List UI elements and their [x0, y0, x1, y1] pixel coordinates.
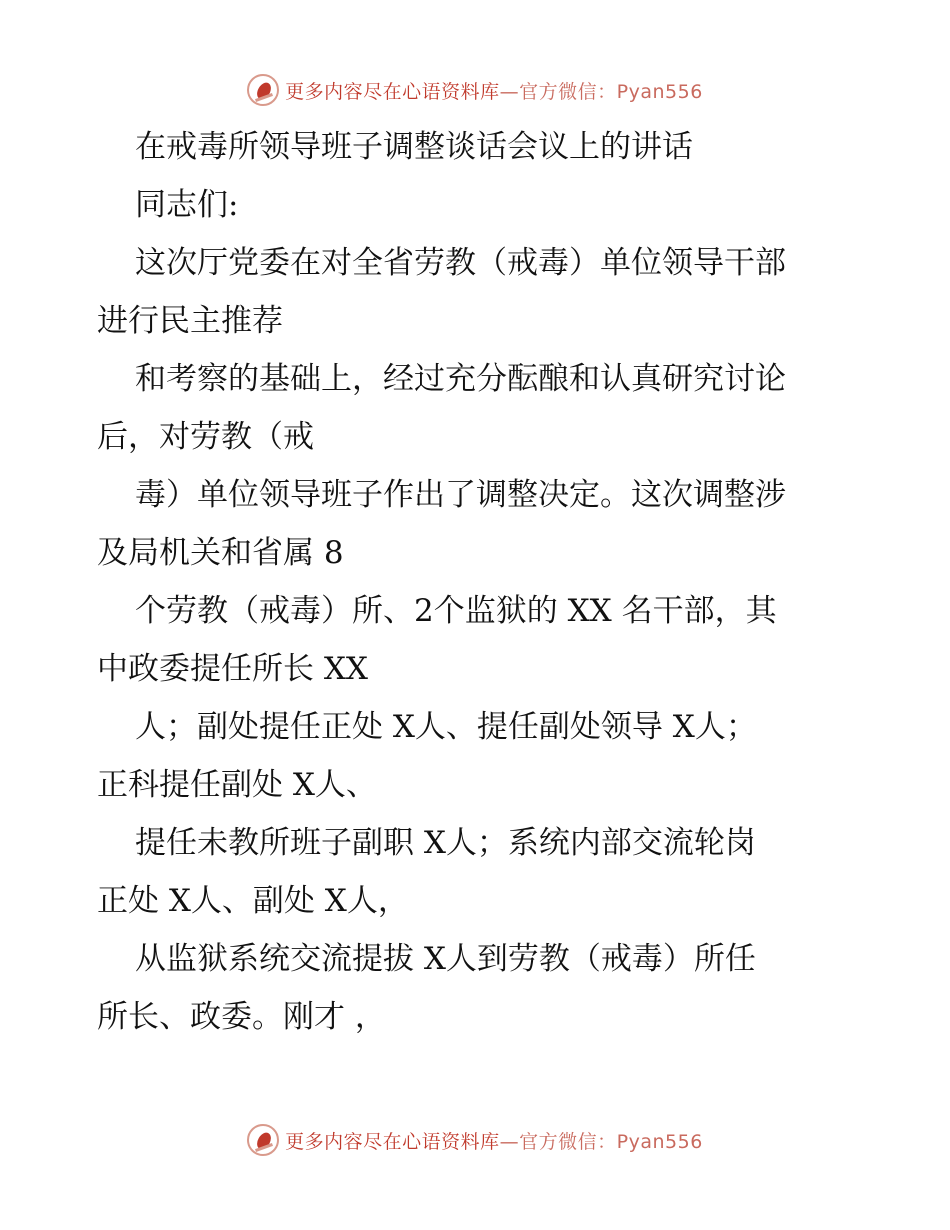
document-title: 在戒毒所领导班子调整谈话会议上的讲话: [135, 129, 693, 165]
footer-banner-tail: —官方微信：Pyan556: [499, 1130, 703, 1153]
paragraph-line: 和考察的基础上，经过充分酝酿和认真研究讨论: [135, 361, 786, 397]
header-banner-main: 更多内容尽在心语资料库: [285, 80, 500, 103]
paragraph-line: 从监狱系统交流提拔 X人到劳教（戒毒）所任: [135, 941, 756, 977]
paragraph-line: 这次厅党委在对全省劳教（戒毒）单位领导干部: [135, 245, 786, 281]
quill-logo-icon: [247, 74, 279, 106]
paragraph-line: 个劳教（戒毒）所、2个监狱的 XX 名干部，其: [135, 593, 777, 629]
paragraph-line: 人；副处提任正处 X人、提任副处领导 X人；: [135, 709, 757, 745]
footer-banner-main: 更多内容尽在心语资料库: [285, 1130, 500, 1153]
salutation: 同志们:: [135, 187, 239, 223]
paragraph-line: 正处 X人、副处 X人，: [97, 883, 409, 919]
footer-watermark: [0, 1120, 950, 1160]
document-body: [97, 118, 857, 1046]
paragraph-line: 及局机关和省属 8: [97, 535, 344, 571]
paragraph-line: 正科提任副处 X人、: [97, 767, 377, 803]
footer-banner-text: [285, 1127, 703, 1154]
paragraph-line: 进行民主推荐: [97, 303, 283, 339]
paragraph-line: 中政委提任所长 XX: [97, 651, 368, 687]
header-banner-text: [285, 77, 703, 104]
paragraph-line: 后，对劳教（戒: [97, 419, 314, 455]
paragraph-line: 提任未教所班子副职 X人；系统内部交流轮岗: [135, 825, 756, 861]
quill-logo-icon: [247, 1124, 279, 1156]
header-watermark: [0, 70, 950, 110]
header-banner-tail: —官方微信：Pyan556: [499, 80, 703, 103]
paragraph-line: 毒）单位领导班子作出了调整决定。这次调整涉: [135, 477, 786, 513]
paragraph-line: 所长、政委。刚才 ，: [97, 999, 386, 1035]
